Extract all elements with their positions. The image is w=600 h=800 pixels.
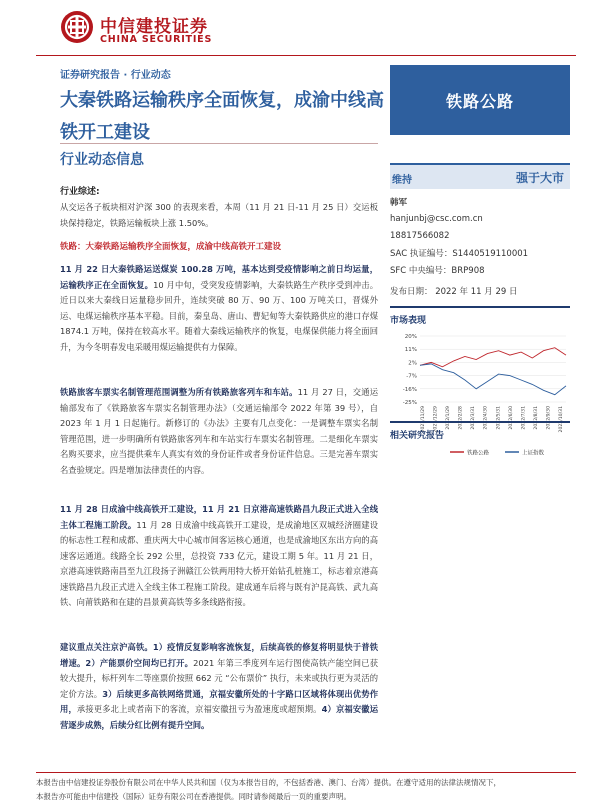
overview-text: 从交运各子板块相对沪深 300 的表现来看，本周（11 月 21 日-11 月 25 日）交运板块保持稳定，铁路运输板块上涨 1.50%。: [60, 202, 378, 228]
report-subtitle: 行业动态信息: [60, 152, 144, 168]
paragraph-1-lead: 11 月 22 日大秦铁路运送煤炭 100.28 万吨，基本达到受疫情影响之前日均运量，运输秩序正在全面恢复。: [60, 264, 378, 290]
highlight-line: 铁路：大秦铁路运输秩序全面恢复，成渝中线高铁开工建设: [60, 242, 282, 252]
logo-en-text: CHINA SECURITIES: [100, 34, 213, 45]
x-tick-label: 2022/4/30: [483, 406, 489, 430]
footer-line-1: 本报告由中信建投证券股份有限公司在中华人民共和国（仅为本报告目的，不包括香港、澳门、台湾）提供。在遵守适用的法律法规情况下，: [36, 778, 501, 787]
rating-action: 维持: [392, 175, 412, 186]
y-tick-label: 2%: [408, 360, 417, 367]
logo-emblem-icon: [60, 10, 94, 44]
market-divider: [390, 306, 570, 308]
x-tick-label: 2022/3/31: [471, 406, 477, 430]
company-logo: [60, 10, 260, 50]
y-tick-label: -25%: [402, 400, 417, 406]
analyst-sfc: SFC 中央编号：BRP908: [390, 266, 485, 276]
rating-bar: [390, 163, 570, 189]
y-tick-label: 20%: [404, 334, 417, 340]
footer-disclaimer: [36, 776, 576, 800]
paragraph-1-text: 10 月中旬，受突发疫情影响，大秦铁路生产秩序受到冲击。近日以来大秦线日运量稳步回升，连续突破 80 万、90 万、100 万吨关口，晋煤外运、电煤运输秩序基本平稳。目前，秦皇岛、唐山、曹妃甸等大秦铁路供应的港口存煤 1874.1 万吨，保持在较高水平。随着大秦线运输秩序的恢复，电煤保供能力将全面回升，为今冬明春发电采暖用煤运输提供有力保障。: [60, 279, 378, 352]
series-line-2: [420, 364, 566, 395]
paragraph-4-lead-2: 3）后续更多高铁网络贯通，京福安徽所处的十字路口区域将体现出优势作用，: [60, 688, 378, 714]
x-tick-label: 2021/11/29: [421, 406, 426, 433]
footer-divider: [36, 772, 576, 773]
report-title: 大秦铁路运输秩序全面恢复，成渝中线高铁开工建设: [60, 90, 384, 143]
publish-date: 发布日期： 2022 年 11 月 29 日: [390, 287, 518, 297]
analyst-sac: SAC 执证编号：S1440519110001: [390, 249, 529, 259]
analyst-email[interactable]: hanjunbj@csc.com.cn: [390, 214, 483, 224]
x-tick-label: 2022/6/30: [508, 406, 514, 430]
paragraph-3-text: 11 月 28 日成渝中线高铁开工建设，是成渝地区双城经济圈建设的标志性工程和成都、重庆两大中心城市间客运核心通道，也是成渝地区东出方向的高速客运通道。线路全长 292 公里，总投资 733 亿元，建设工期 5 年。11 月 21 日，京港高速铁路南昌至九江段扬子洲赣江公铁两用特大桥开始钻孔桩施工，标志着京港高速铁路昌九段正式进入全线主体工程施工阶段。建成通车后将与既有沪昆高铁、武九高铁、向莆铁路和在建的昌景黄高铁等多条线路衔接。: [60, 519, 378, 607]
related-divider: [390, 421, 570, 423]
sector-label: 铁路公路: [390, 65, 570, 135]
paragraph-4-lead-1: 建议重点关注京沪高铁。1）疫情反复影响客流恢复，后续高铁的修复将明显快于普铁增速。2）产能票价空间均已打开。: [60, 642, 378, 668]
paragraph-2-text: 11 月 27 日，交通运输部发布了《铁路旅客车票实名制管理办法》（交通运输部令 2022 年第 39 号），自 2023 年 1 月 1 日起施行。新修订的《办法》主要有几点变化：一是调整车票实名制管理范围，进一步明确所有铁路旅客列车和车站实行车票实名制管理。二是细化车票实名购买要求，应当提供乘车人真实有效的身份证件或者身份证件信息。三是完善车票实名查验规定。四是增加法律责任的内容。: [60, 387, 378, 475]
overview-heading: 行业综述:: [60, 187, 100, 197]
paragraph-4-text-2: 承接更多北上或者南下的客流，京福安徽扭亏为盈速度或超预期。: [76, 704, 322, 714]
y-tick-label: 11%: [404, 347, 417, 354]
legend-label-b: 上证指数: [522, 450, 545, 457]
header-divider: [36, 55, 576, 56]
paragraph-3-lead: 11 月 28 日成渝中线高铁开工建设，11 月 21 日京港高速铁路昌九段正式进入全线主体工程施工阶段。: [60, 504, 378, 530]
y-axis-ticks: [403, 334, 566, 406]
legend-label-a: 铁路公路: [467, 450, 490, 457]
logo-cn-text: 中信建投证券: [100, 17, 208, 37]
paragraph-2-lead: 铁路旅客车票实名制管理范围调整为所有铁路旅客列车和车站。: [60, 387, 298, 397]
y-tick-label: -7%: [406, 373, 417, 380]
x-tick-label: 2022/8/31: [533, 406, 539, 430]
chart-legend: [450, 449, 545, 457]
paragraph-1: [60, 262, 378, 355]
x-tick-label: 2021/12/29: [433, 406, 439, 433]
related-heading: 相关研究报告: [390, 431, 445, 441]
paragraph-4: [60, 640, 378, 733]
paragraph-4-lead-3: 4）京福安徽运营逐步成熟，后续分红比例有提升空间。: [60, 704, 378, 730]
x-tick-label: 2022/5/31: [496, 406, 502, 430]
market-heading: 市场表现: [390, 316, 427, 326]
report-type: 证券研究报告 · 行业动态: [60, 70, 171, 81]
paragraph-3: [60, 502, 378, 611]
x-tick-label: 2022/2/28: [458, 406, 464, 430]
paragraph-4-text-1: 2021 年第三季度列车运行图使高铁产能空间已获较大提升，标杆列车二等座票价按照 662 元 “公布票价” 执行，未来或执行更为灵活的定价方法。: [60, 657, 378, 699]
chart-lines: [420, 348, 566, 395]
x-tick-label: 2022/7/31: [521, 406, 527, 430]
series-line-1: [420, 348, 566, 367]
analyst-phone: 18817566082: [390, 231, 450, 241]
x-tick-label: 2022/1/29: [446, 406, 452, 430]
paragraph-2: [60, 385, 378, 478]
x-tick-label: 2022/9/30: [546, 406, 552, 430]
rating-value: 强于大市: [515, 171, 564, 185]
x-tick-label: 2022/10/31: [559, 406, 564, 433]
title-divider: [60, 143, 378, 144]
y-tick-label: -16%: [402, 386, 417, 393]
analyst-name: 韩军: [390, 198, 408, 208]
footer-line-2: 本报告亦可能由中信建投（国际）证券有限公司在香港提供。同时请参阅最后一页的重要声明。: [36, 792, 351, 800]
